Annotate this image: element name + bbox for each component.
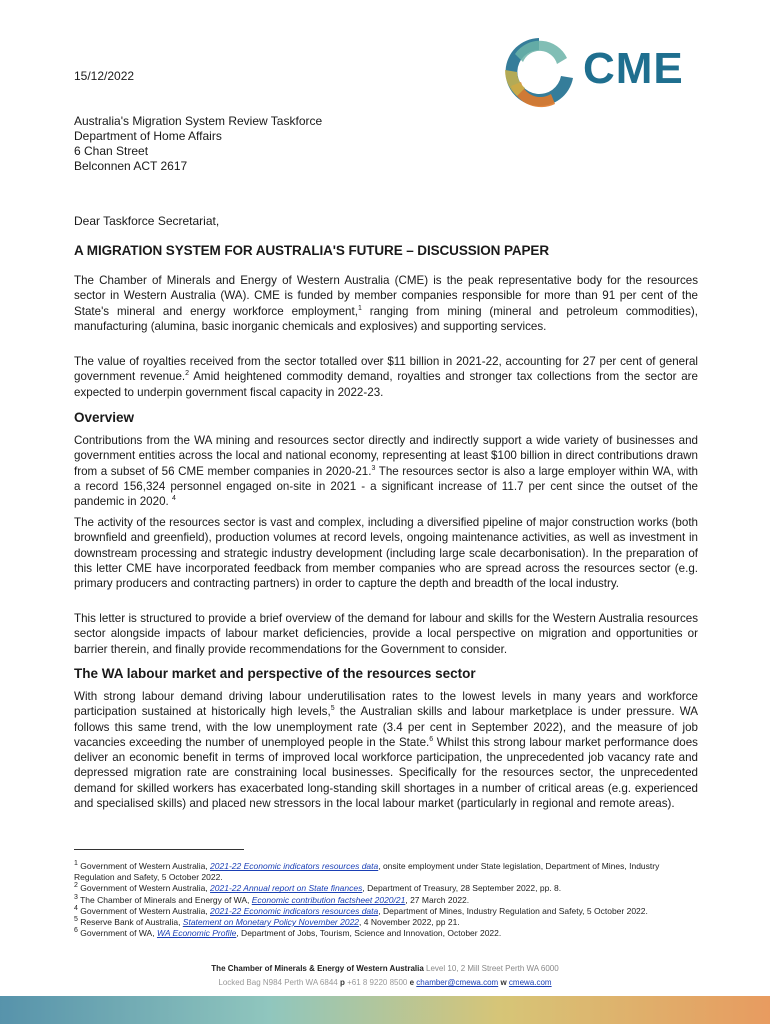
- footnote-ref: 3: [371, 464, 376, 472]
- recipient-line: Department of Home Affairs: [74, 129, 222, 143]
- footnote-link[interactable]: 2021-22 Economic indicators resources data: [210, 861, 379, 871]
- intro-paragraph-2: The value of royalties received from the sector totalled over $11 billion in 2021-22, accounting for 27 per cent of general government revenue.$^2$ Amid heightened commodity demand, royalties and stronger tax collections from the sector are expected to underpin government fiscal capacity in 2022-23.: [74, 355, 698, 399]
- footnote-link[interactable]: Economic contribution factsheet 2020/21: [251, 894, 406, 905]
- labour-market-heading: The WA labour market and perspective of the resources sector: [74, 666, 476, 681]
- footnote-link[interactable]: WA Economic Profile: [156, 928, 237, 939]
- overview-paragraph-1: Contributions from the WA mining and resources sector directly and indirectly support a wide variety of businesses and government entities across the local and national economy, representing at least $100 billion in direct contributions drawn from a subset of 56 CME member companies in 2020-21.$^3$ The resources sector is also a large employer within WA, with a record 156,324 personnel engaged on-site in 2021 - a significant increase of 11.7 per cent since the outset of the pandemic in 2020. $^4$: [74, 434, 698, 509]
- footnote-item: $^2$ Government of Western Australia, 2021-22 Annual report on State finances, Department of Treasury, 28 September 2022, pp. 8.: [74, 882, 562, 894]
- salutation: Dear Taskforce Secretariat,: [74, 214, 220, 228]
- footnote-item: $^6$ Government of WA, WA Economic Profile, Department of Jobs, Tourism, Science and Innovation, October 2022.: [74, 927, 502, 939]
- footnote-item: $^1$ Government of Western Australia, 2021-22 Economic indicators resources data, onsite employment under State legislation, Department of Mines, Industry Regulation and Safety, 5 October 2022.: [74, 860, 660, 883]
- cme-logo-swirl-icon: [497, 34, 581, 110]
- footnote-ref: 4: [171, 495, 176, 503]
- footer-phone: +61 8 9220 8500: [347, 978, 408, 987]
- footnote-divider: [74, 849, 244, 850]
- cme-logo: [497, 34, 701, 110]
- footer-decorative-band: [0, 996, 770, 1024]
- footer-contact: Locked Bag N984 Perth WA 6844 p +61 8 9220 8500 e chamber@cmewa.com w cmewa.com: [218, 978, 552, 987]
- intro-paragraph-1: The Chamber of Minerals and Energy of Western Australia (CME) is the peak representative body for the resources sector in Western Australia (WA). CME is funded by member companies responsible for more than 91 per cent of the State's mineral and energy workforce employment,$^1$ ranging from mining (mineral and petroleum commodities), manufacturing (alumina, basic inorganic chemicals and explosives) and supporting services.: [74, 274, 698, 333]
- footnote-link[interactable]: 2021-22 Economic indicators resources data: [210, 905, 379, 916]
- footer-web-link[interactable]: cmewa.com: [508, 978, 552, 987]
- footnote-item: $^3$ The Chamber of Minerals and Energy of WA, Economic contribution factsheet 2020/21, 27 March 2022.: [74, 893, 470, 905]
- letter-title: A MIGRATION SYSTEM FOR AUSTRALIA'S FUTURE – DISCUSSION PAPER: [74, 243, 549, 258]
- footnote-ref: 2: [185, 370, 190, 378]
- overview-paragraph-2: The activity of the resources sector is vast and complex, including a diversified pipeline of major construction works (both brownfield and greenfield), production volumes at record levels, ongoing maintenance activities, as well as investment in downstream processing and strategic industry development (including large scale decarbonisation). In the preparation of this letter CME have incorporated feedback from member companies who are spread across the resources sector (e.g. primary producers and contracting partners) in order to capture the depth and breadth of the local industry.: [74, 516, 698, 591]
- overview-heading: Overview: [74, 410, 135, 425]
- footnote-ref: 6: [429, 736, 434, 744]
- footnote-link[interactable]: Statement on Monetary Policy November 2022: [182, 917, 360, 928]
- letter-date: 15/12/2022: [74, 69, 135, 83]
- footnote-item: $^5$ Reserve Bank of Australia, Statement on Monetary Policy November 2022, 4 November 2022, pp 21.: [74, 916, 460, 928]
- overview-paragraph-3: This letter is structured to provide a brief overview of the demand for labour and skills for the Western Australia resources sector alongside impacts of labour market deficiencies, provide a local perspective on migration and opportunities or barrier therein, and finally provide recommendations for the Government to consider.: [74, 612, 698, 656]
- footnote-ref: 5: [330, 705, 335, 713]
- footer-email-link[interactable]: chamber@cmewa.com: [416, 978, 499, 987]
- recipient-line: 6 Chan Street: [74, 144, 149, 158]
- recipient-address: [74, 114, 322, 174]
- footer-org-name: The Chamber of Minerals & Energy of Western Australia: [211, 964, 424, 973]
- labour-market-paragraph: With strong labour demand driving labour underutilisation rates to the lowest levels in many years and workforce participation sustained at historically high levels,$^5$ the Australian skills and labour marketplace is under pressure. WA follows this same trend, with the low unemployment rate (3.4 per cent in September 2022), and the measure of job vacancies exceeding the number of unemployed people in the State.$^6$ Whilst this strong labour market performance does deliver an economic benefit in terms of improved local workforce participation, the unprecedented job vacancy rate and depressed migration rate are constraining local businesses. Specifically for the resources sector, the unprecedented demand for skilled workers has exacerbated long-standing skill shortages in a number of critical areas (e.g. experienced and specialised skills) and placed new stressors in the local labour market (particularly in regional and remote areas).: [74, 690, 698, 811]
- footnote-item: $^4$ Government of Western Australia, 2021-22 Economic indicators resources data, Department of Mines, Industry Regulation and Safety, 5 October 2022.: [74, 904, 648, 916]
- footer-organisation: [0, 964, 770, 973]
- cme-logo-wordmark: CME: [583, 44, 684, 93]
- footnote-ref: 1: [357, 304, 362, 312]
- footer-postal: Locked Bag N984 Perth WA 6844: [218, 978, 338, 987]
- footnote-link[interactable]: 2021-22 Annual report on State finances: [210, 883, 363, 894]
- recipient-line: Belconnen ACT 2617: [74, 159, 188, 173]
- recipient-line: Australia's Migration System Review Taskforce: [74, 114, 323, 128]
- footnotes: [74, 861, 698, 939]
- footer-street-address: Level 10, 2 Mill Street Perth WA 6000: [426, 964, 559, 973]
